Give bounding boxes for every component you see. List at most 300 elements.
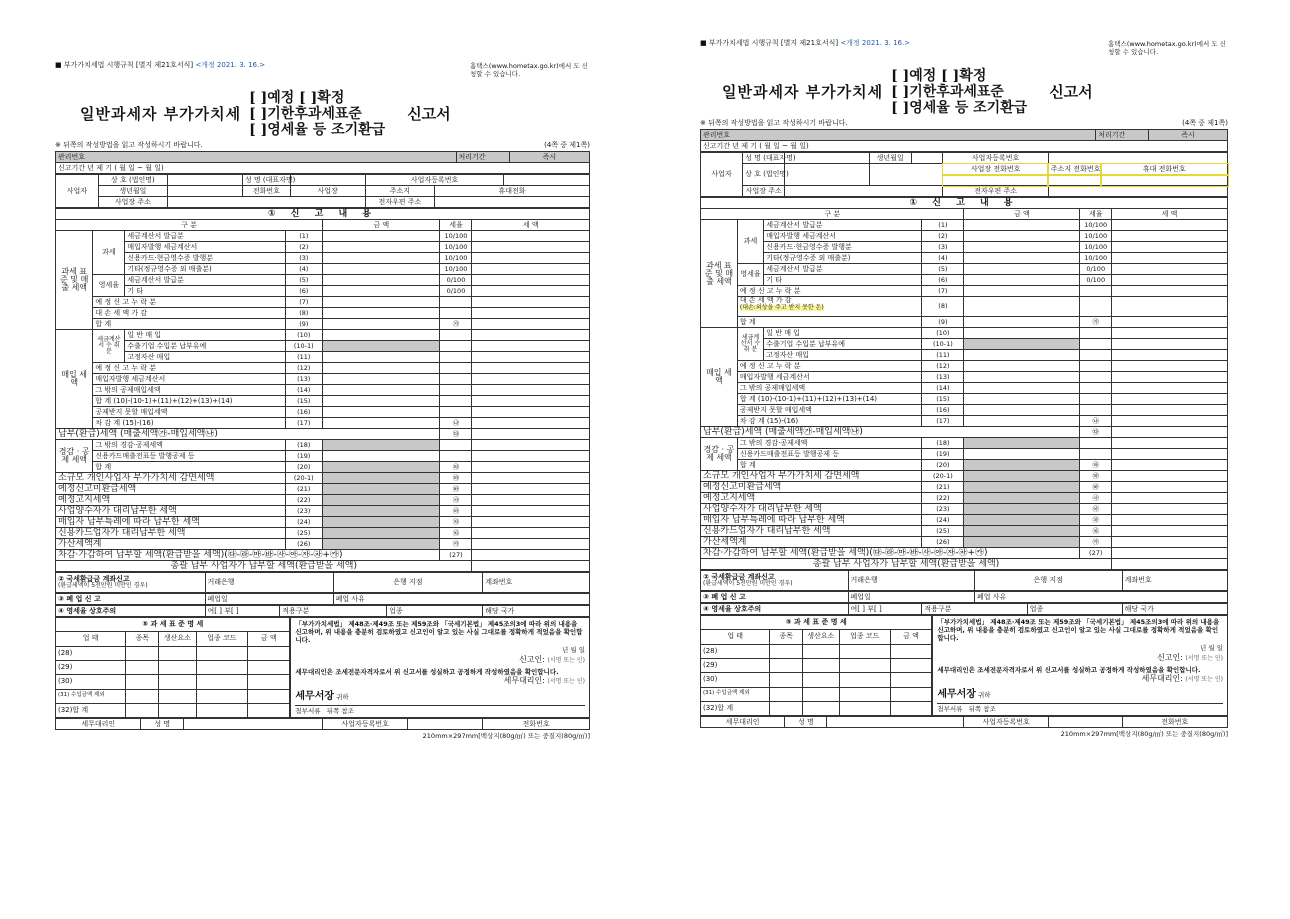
- purchase-row-name: 수출기업 수입분 납부유예: [764, 339, 922, 350]
- phone-mobile-label: 휴대 전화번호: [1101, 164, 1228, 175]
- other-row-no: (24): [285, 517, 322, 528]
- bottom-name: 성 명: [785, 717, 827, 728]
- sales-row-name: 기타(정규영수증 외 매출분): [764, 253, 922, 264]
- col-code: 업종 코드: [839, 630, 890, 644]
- tax-field[interactable]: [472, 440, 590, 451]
- other-row-name: 신용카드업자가 대리납부한 세액: [701, 526, 922, 537]
- purchase-row-no: (13): [285, 374, 322, 385]
- tax-field[interactable]: [472, 473, 590, 484]
- purchase-row-no: (15): [285, 396, 322, 407]
- sec5-row: (32)합 계: [701, 701, 770, 715]
- amount-field[interactable]: [964, 416, 1080, 427]
- purchase-row-no: (10): [922, 328, 964, 339]
- declaration-text: 「부가가치세법」 제48조·제49조 또는 제59조와 「국세기본법」 제45조의3에 따라 위의 내용을 신고하며, 위 내용을 충분히 검토하였고 신고인이 알고 있는 사실 그대로를 정확하게 적었음을 확인합니다.: [937, 618, 1220, 643]
- sec5-title: ⑤ 과 세 표 준 명 세: [701, 616, 932, 630]
- tax-field[interactable]: [1112, 220, 1228, 231]
- attach-label: 첨부서류: [937, 705, 963, 714]
- tax-field[interactable]: [472, 407, 590, 418]
- mark: ㉲: [440, 473, 472, 484]
- sec2-title: ② 국세환급금 계좌신고: [58, 575, 130, 583]
- sec3-title: ③ 폐 업 신 고: [56, 594, 206, 605]
- mark: ㉱: [1080, 460, 1112, 471]
- sales-row-no: (5): [285, 275, 322, 286]
- tax-field[interactable]: [1112, 383, 1228, 394]
- branch-label[interactable]: 은행 지점: [333, 573, 483, 593]
- filing-period[interactable]: 신고기간 년 제 기 ( 월 일 ~ 월 일): [701, 141, 1228, 152]
- apply-kind[interactable]: 적용구분: [280, 606, 387, 617]
- sign-hint[interactable]: (서명 또는 인): [547, 677, 585, 685]
- sec2-table: [55, 572, 590, 593]
- bottom-name: 성 명: [141, 719, 184, 730]
- tax-field[interactable]: [472, 539, 590, 550]
- tax-field[interactable]: [472, 253, 590, 264]
- other-row-no: (20-1): [285, 473, 322, 484]
- tax-field[interactable]: [472, 308, 590, 319]
- processing-period-value: 즉시: [509, 152, 589, 163]
- title-opt-2[interactable]: [ ]기한후과세표준: [249, 105, 362, 122]
- page-count: (4쪽 중 제1쪽): [1182, 119, 1228, 127]
- purchase-row-no: (12): [922, 361, 964, 372]
- agent-declaration: 세무대리인은 조세전문자격자로서 위 신고서를 성실하고 공정하게 작성하였음을 확인합니다.: [937, 665, 1201, 674]
- amount-field[interactable]: [322, 363, 439, 374]
- notice-text: ※ 뒤쪽의 작성방법을 읽고 작성하시기 바랍니다.: [700, 119, 848, 127]
- birth-field[interactable]: [168, 186, 243, 197]
- bottom-phone: 전화번호: [1122, 717, 1227, 728]
- biz-kind[interactable]: 업종: [387, 606, 483, 617]
- purchase-row-name: 매입자발행 세금계산서: [737, 372, 921, 383]
- amount-field[interactable]: [964, 328, 1080, 339]
- biz-name-field[interactable]: [168, 175, 243, 186]
- rep-field[interactable]: [290, 175, 365, 186]
- sign-hint[interactable]: (서명 또는 인): [547, 656, 585, 664]
- email-field[interactable]: [435, 197, 590, 208]
- tax-field[interactable]: [472, 374, 590, 385]
- sales-row-no: (3): [285, 253, 322, 264]
- sec3-table: [700, 591, 1228, 603]
- amount-field[interactable]: [964, 264, 1080, 275]
- purchase-label: 매입 세액: [56, 330, 93, 429]
- tax-field[interactable]: [1112, 339, 1228, 350]
- deduct-row-no: (19): [922, 449, 964, 460]
- col-rate: 세율: [440, 220, 472, 231]
- amount-field[interactable]: [322, 451, 439, 462]
- tax-field[interactable]: [472, 363, 590, 374]
- hometax-note: 홈택스(www.hometax.go.kr)에서 도 신청할 수 있습니다.: [1108, 40, 1226, 57]
- sales-row-name: 대 손 세 액 가 감: [93, 308, 285, 319]
- mark: ㉸: [440, 539, 472, 550]
- form-title: [700, 66, 1228, 118]
- mark: ㉴: [440, 495, 472, 506]
- amount-field[interactable]: [964, 405, 1080, 416]
- birth-label: 생년월일: [98, 186, 167, 197]
- rate: 10/100: [440, 253, 472, 264]
- zero-rate-label: 영세율: [737, 264, 763, 286]
- regno-field[interactable]: [504, 175, 590, 186]
- purchase-row-no: (16): [922, 405, 964, 416]
- amount-field[interactable]: [964, 361, 1080, 372]
- tax-field[interactable]: [472, 451, 590, 462]
- mark: ㉷: [440, 528, 472, 539]
- addr-field[interactable]: [785, 186, 943, 197]
- amount-field[interactable]: [322, 407, 439, 418]
- amount-field[interactable]: [322, 253, 439, 264]
- addr-label: 사업장 주소: [98, 197, 167, 208]
- amount-field[interactable]: [964, 286, 1080, 297]
- purchase-row-name: 일 반 매 입: [125, 330, 285, 341]
- amount-field[interactable]: [964, 317, 1080, 328]
- form-left: [55, 62, 590, 740]
- amount-field[interactable]: [322, 319, 439, 330]
- other-row-name: 사업양수자가 대리납부한 세액: [56, 506, 286, 517]
- sec1-title: ① 신 고 내 용: [701, 198, 1228, 209]
- tax-field[interactable]: [1112, 394, 1228, 405]
- sec2-sub: (환급세액이 5천만원 미만인 경우): [703, 580, 793, 587]
- regno-label: 사업자등록번호: [943, 153, 1048, 164]
- tax-field[interactable]: [472, 319, 590, 330]
- tax-field[interactable]: [472, 385, 590, 396]
- tax-field[interactable]: [1112, 328, 1228, 339]
- purchase-row-name: 고정자산 매입: [764, 350, 922, 361]
- phone-home-field[interactable]: [1048, 175, 1101, 186]
- sales-row-name: 기타(정규영수증 외 매출분): [125, 264, 285, 275]
- phone-biz-label: 사업장 전화번호: [943, 164, 1048, 175]
- tax-field[interactable]: [472, 330, 590, 341]
- other-row-name: 예정신고미환급세액: [701, 482, 922, 493]
- tax-field[interactable]: [472, 396, 590, 407]
- sec2-title: ② 국세환급금 계좌신고: [703, 573, 775, 581]
- sec5-row: (31) 수입금액 제외: [56, 689, 126, 703]
- rule-ref: ■ 부가가치세법 시행규칙 [별지 제21호서식]: [700, 39, 839, 47]
- sales-tax-label: 과세: [93, 231, 125, 275]
- tax-field[interactable]: [472, 275, 590, 286]
- col-biz-type: 업 태: [56, 632, 126, 646]
- rate: 0/100: [1080, 264, 1112, 275]
- reciprocity-yn[interactable]: 여[ ] 부[ ]: [848, 604, 922, 615]
- col-tax: 세 액: [1112, 209, 1228, 220]
- agent-total-label: 총괄 납부 사업자가 납부할 세액(환급받을 세액): [701, 559, 1112, 570]
- tax-field[interactable]: [1112, 548, 1228, 559]
- sign-hint[interactable]: (서명 또는 인): [1185, 654, 1223, 662]
- country[interactable]: 해당 국가: [1122, 604, 1227, 615]
- sales-row-no: (9): [285, 319, 322, 330]
- amount-field[interactable]: [964, 220, 1080, 231]
- purchase-row-no: (11): [285, 352, 322, 363]
- office-label: 세무서장: [937, 688, 976, 700]
- tax-field[interactable]: [1112, 350, 1228, 361]
- tax-field[interactable]: [472, 550, 590, 561]
- sales-row-no: (4): [922, 253, 964, 264]
- date-line[interactable]: 년 월 일: [1200, 644, 1223, 653]
- col-amount: 금 액: [322, 220, 439, 231]
- purchase-row-no: (10): [285, 330, 322, 341]
- tax-field[interactable]: [1112, 264, 1228, 275]
- sec4-title: ④ 영세율 상호주의: [56, 606, 206, 617]
- sign-hint[interactable]: (서명 또는 인): [1185, 675, 1223, 683]
- purchase-row-name: 매입자발행 세금계산서: [93, 374, 285, 385]
- regno-field[interactable]: [1048, 153, 1227, 164]
- phone-biz-field[interactable]: [943, 175, 1048, 186]
- admin-table: [700, 129, 1228, 152]
- col-kind: 구 분: [56, 220, 323, 231]
- sales-row-name: 기 타: [764, 275, 922, 286]
- sales-row-name: 세금계산서 발급분: [125, 275, 285, 286]
- form-right: [700, 40, 1228, 738]
- sales-row-no: (7): [922, 286, 964, 297]
- account-label[interactable]: 계좌번호: [483, 573, 590, 593]
- biz-kind[interactable]: 업종: [1027, 604, 1122, 615]
- col-sum: 금 액: [248, 632, 290, 646]
- date-line[interactable]: 년 월 일: [562, 646, 585, 655]
- amount-field[interactable]: [322, 374, 439, 385]
- purchase-row-name: 예 정 신 고 누 락 분: [737, 361, 921, 372]
- tax-field[interactable]: [472, 462, 590, 473]
- tax-field[interactable]: [472, 429, 590, 440]
- tax-field[interactable]: [472, 297, 590, 308]
- col-amount: 금 액: [964, 209, 1080, 220]
- tax-field[interactable]: [1112, 317, 1228, 328]
- tax-field[interactable]: [1112, 242, 1228, 253]
- tax-field[interactable]: [1112, 297, 1228, 317]
- amount-field[interactable]: [322, 297, 439, 308]
- purchase-row-no: (17): [285, 418, 322, 429]
- tax-field[interactable]: [1112, 515, 1228, 526]
- deduct-row-name: 합 계: [737, 460, 921, 471]
- purchase-row-name: 수출기업 수입분 납부유예: [125, 341, 285, 352]
- signature-block: [290, 617, 590, 718]
- net-payable-label: 차감·가감하여 납부할 세액(환급받을 세액)(㉰-㉱-㉲-㉳-㉴-㉵-㉶-㉷+㉸): [701, 548, 1080, 559]
- sales-row-name: 예 정 신 고 누 락 분: [93, 297, 285, 308]
- sales-row-no: (3): [922, 242, 964, 253]
- amount-field[interactable]: [322, 396, 439, 407]
- closure-date[interactable]: 폐업일: [848, 592, 974, 603]
- amount-field[interactable]: [322, 330, 439, 341]
- attach-label: 첨부서류: [295, 707, 321, 716]
- amount-field[interactable]: [322, 352, 439, 363]
- phone-home-label: 주소지: [365, 186, 434, 197]
- sec3-table: [55, 593, 590, 605]
- reciprocity-yn[interactable]: 여[ ] 부[ ]: [205, 606, 280, 617]
- tax-field[interactable]: [1112, 361, 1228, 372]
- tax-field[interactable]: [1112, 275, 1228, 286]
- title-opt-2[interactable]: [ ]기한후과세표준: [891, 83, 1004, 100]
- tax-field[interactable]: [472, 506, 590, 517]
- tax-field[interactable]: [1112, 471, 1228, 482]
- purchase-row-no: (12): [285, 363, 322, 374]
- amount-field[interactable]: [964, 449, 1080, 460]
- tax-field[interactable]: [1112, 286, 1228, 297]
- amount-field[interactable]: [322, 385, 439, 396]
- tax-field[interactable]: [472, 495, 590, 506]
- mark: ㉸: [1080, 537, 1112, 548]
- tax-field[interactable]: [472, 264, 590, 275]
- purchase-row-no: (15): [922, 394, 964, 405]
- sales-row-name: 합 계: [93, 319, 285, 330]
- tax-field[interactable]: [1112, 449, 1228, 460]
- mark: ㉷: [1080, 526, 1112, 537]
- tax-field[interactable]: [1112, 253, 1228, 264]
- tax-field[interactable]: [1112, 416, 1228, 427]
- phone-mobile-field[interactable]: [1101, 175, 1228, 186]
- rate: ㉮: [1080, 317, 1112, 328]
- col-code: 업종 코드: [196, 632, 248, 646]
- title-opt-1[interactable]: [ ]예정 [ ]확정: [891, 67, 987, 84]
- bottom-phone: 전화번호: [483, 719, 590, 730]
- other-row-no: (20-1): [922, 471, 964, 482]
- purchase-row-name: 합 계 (10)-(10-1)+(11)+(12)+(13)+(14): [737, 394, 921, 405]
- sec5-row: (32)합 계: [56, 703, 126, 717]
- tax-field[interactable]: [1112, 537, 1228, 548]
- bank-label[interactable]: 거래은행: [848, 571, 974, 591]
- form-title: [55, 88, 590, 140]
- bank-label[interactable]: 거래은행: [205, 573, 333, 593]
- amount-field[interactable]: [964, 383, 1080, 394]
- tax-field[interactable]: [472, 242, 590, 253]
- tax-field[interactable]: [472, 517, 590, 528]
- amount-field[interactable]: [322, 418, 439, 429]
- amount-field[interactable]: [322, 308, 439, 319]
- closure-reason[interactable]: 폐업 사유: [975, 592, 1228, 603]
- form-header: [700, 40, 1228, 66]
- revision-date: <개정 2021. 3. 16.>: [840, 39, 911, 47]
- tax-field[interactable]: [472, 231, 590, 242]
- tax-field[interactable]: [1112, 405, 1228, 416]
- biz-name-label: 상 호 (법인명): [743, 164, 785, 186]
- biz-name-label: 성 명 (대표자명): [743, 153, 785, 164]
- deduct-row-no: (19): [285, 451, 322, 462]
- rate: ㉮: [440, 319, 472, 330]
- purchase-row-name: 그 밖의 공제매입세액: [93, 385, 285, 396]
- tax-field[interactable]: [472, 341, 590, 352]
- filing-period[interactable]: 신고기간 년 제 기 ( 월 일 ~ 월 일): [56, 163, 590, 174]
- other-row-name: 소규모 개인사업자 부가가치세 감면세액: [56, 473, 286, 484]
- other-row-no: (23): [285, 506, 322, 517]
- rate: 10/100: [440, 242, 472, 253]
- other-row-name: 매입자 납부특례에 따라 납부한 세액: [701, 515, 922, 526]
- title-opt-1[interactable]: [ ]예정 [ ]확정: [249, 89, 345, 106]
- country[interactable]: 해당 국가: [483, 606, 590, 617]
- amount-field[interactable]: [964, 275, 1080, 286]
- rate: 10/100: [440, 264, 472, 275]
- sales-row-no: (2): [285, 242, 322, 253]
- apply-kind[interactable]: 적용구분: [922, 604, 1027, 615]
- col-factor: 생산요소: [802, 630, 839, 644]
- bottom-regno: 사업자등록번호: [322, 719, 407, 730]
- other-row-no: (23): [922, 504, 964, 515]
- email-field[interactable]: [1048, 186, 1227, 197]
- tax-field[interactable]: [1112, 460, 1228, 471]
- sales-row-no: (4): [285, 264, 322, 275]
- reporter-label: 신고인:: [519, 654, 545, 664]
- mark: ㉵: [440, 506, 472, 517]
- tax-field[interactable]: [1112, 559, 1228, 570]
- rate: 10/100: [1080, 242, 1112, 253]
- title-opt-3[interactable]: [ ]영세율 등 조기환급: [891, 100, 1028, 117]
- tax-field[interactable]: [1112, 526, 1228, 537]
- tax-field[interactable]: [472, 484, 590, 495]
- rep-label: 성 명 (대표자명): [242, 175, 290, 186]
- addr-field[interactable]: [168, 197, 366, 208]
- tax-field[interactable]: [472, 286, 590, 297]
- other-row-name: 예정고지세액: [56, 495, 286, 506]
- tax-field[interactable]: [472, 528, 590, 539]
- mark: ㉵: [1080, 504, 1112, 515]
- report-table: [700, 197, 1228, 570]
- account-label[interactable]: 계좌번호: [1122, 571, 1227, 591]
- purchase-row-no: (17): [922, 416, 964, 427]
- tax-field[interactable]: [1112, 438, 1228, 449]
- amount-field[interactable]: [964, 394, 1080, 405]
- mark: ㉳: [1080, 482, 1112, 493]
- col-biz-type: 업 태: [701, 630, 770, 644]
- other-row-name: 가산세액계: [56, 539, 286, 550]
- sec4-table: [700, 603, 1228, 615]
- sales-row-name: 기 타: [125, 286, 285, 297]
- agent-label: 세무대리인:: [1141, 673, 1183, 683]
- amount-field[interactable]: [964, 350, 1080, 361]
- tax-field[interactable]: [1112, 504, 1228, 515]
- purchase-row-no: (10-1): [285, 341, 322, 352]
- amount-field[interactable]: [964, 372, 1080, 383]
- tax-field[interactable]: [1112, 372, 1228, 383]
- tax-field[interactable]: [1112, 482, 1228, 493]
- branch-label[interactable]: 은행 지점: [975, 571, 1123, 591]
- amount-field[interactable]: [322, 275, 439, 286]
- amount-field[interactable]: [964, 242, 1080, 253]
- sec5-table: [55, 617, 290, 718]
- closure-reason[interactable]: 폐업 사유: [333, 594, 589, 605]
- rate: 10/100: [1080, 253, 1112, 264]
- amount-field[interactable]: [964, 253, 1080, 264]
- biz-name-field[interactable]: [785, 164, 869, 186]
- tax-field[interactable]: [472, 352, 590, 363]
- deduct-label: 경감 · 공제 세액: [701, 438, 738, 471]
- deduct-row-no: (18): [922, 438, 964, 449]
- rule-ref: ■ 부가가치세법 시행규칙 [별지 제21호서식]: [55, 61, 194, 69]
- sales-row-name: 매입자발행 세금계산서: [764, 231, 922, 242]
- other-row-no: (26): [922, 537, 964, 548]
- tax-field[interactable]: [1112, 493, 1228, 504]
- closure-date[interactable]: 폐업일: [205, 594, 333, 605]
- title-opt-3[interactable]: [ ]영세율 등 조기환급: [249, 122, 386, 139]
- deduct-row-no: (18): [285, 440, 322, 451]
- amount-field[interactable]: [322, 231, 439, 242]
- col-rate: 세율: [1080, 209, 1112, 220]
- agent-label: 세무대리인:: [503, 675, 545, 685]
- sales-row-no: (6): [922, 275, 964, 286]
- tax-field[interactable]: [472, 561, 590, 572]
- sales-row-name: 대 손 세 액 가 감: [739, 296, 792, 304]
- amount-field[interactable]: [322, 242, 439, 253]
- sec2-table: [700, 570, 1228, 591]
- amount-field[interactable]: [322, 286, 439, 297]
- sec1-title: ① 신 고 내 용: [56, 209, 590, 220]
- tax-field[interactable]: [472, 418, 590, 429]
- sales-row-name: 세금계산서 발급분: [125, 231, 285, 242]
- sales-row-no: (8): [285, 308, 322, 319]
- sec2-sub: (환급세액이 5천만원 미만인 경우): [58, 582, 148, 589]
- form-header: [55, 62, 590, 88]
- attach-value: 뒤쪽 참조: [326, 707, 354, 716]
- tax-field[interactable]: [1112, 231, 1228, 242]
- amount-field[interactable]: [964, 297, 1080, 317]
- other-row-no: (22): [285, 495, 322, 506]
- amount-field[interactable]: [964, 231, 1080, 242]
- rep-field[interactable]: [785, 153, 869, 164]
- tax-field[interactable]: [1112, 427, 1228, 438]
- purchase-row-name: 고정자산 매입: [125, 352, 285, 363]
- amount-field[interactable]: [322, 264, 439, 275]
- admin-no: 관리번호: [701, 130, 1096, 141]
